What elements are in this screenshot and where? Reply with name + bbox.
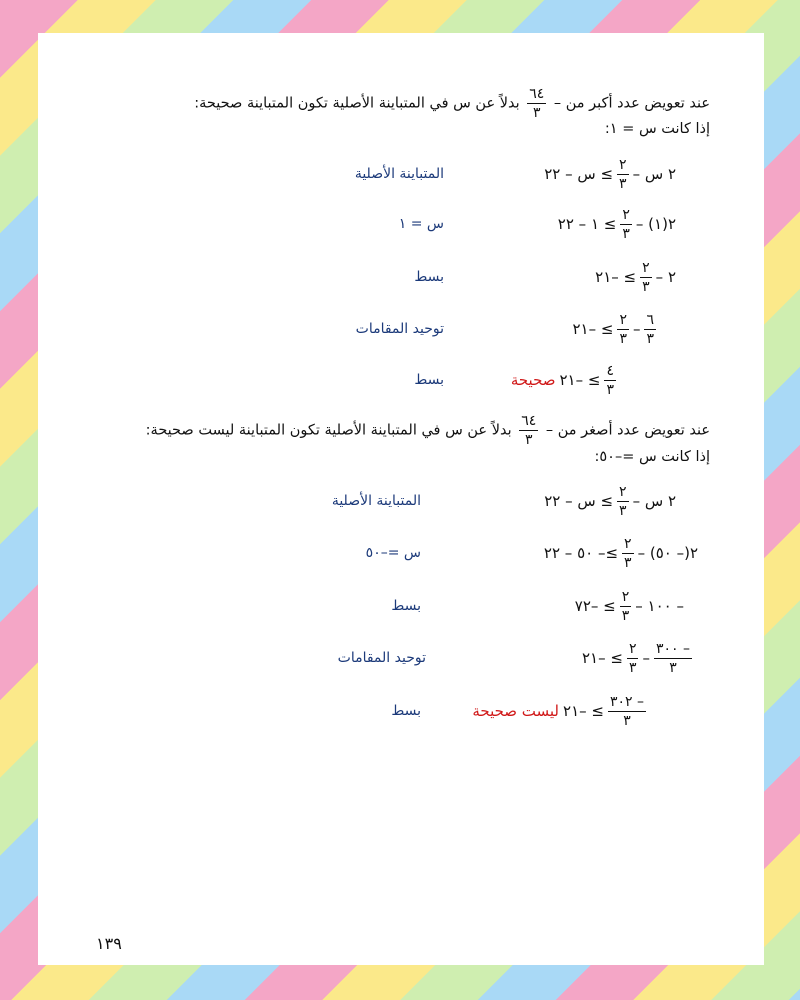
status-true: صحيحة — [510, 371, 556, 389]
fraction-denominator: ٣ — [622, 225, 630, 242]
case-2-label: إذا كانت س =–٥٠: — [594, 449, 710, 465]
intro-line-2 — [146, 412, 710, 449]
equation-row — [573, 578, 686, 634]
fraction — [627, 640, 639, 677]
fraction-numerator: ٢ — [624, 535, 632, 552]
step-note: المتباينة الأصلية — [354, 166, 444, 182]
fraction-denominator: ٣ — [623, 712, 631, 729]
intro-2-after: بدلاً عن س في المتباينة الأصلية تكون المتباينة ليست صحيحة: — [145, 422, 512, 439]
equation-row — [580, 630, 694, 686]
fraction-denominator: ٣ — [621, 607, 630, 624]
equation-rhs: ≥ –٢١ — [559, 371, 601, 389]
intro-2-minus: – — [545, 422, 554, 439]
equation-row — [542, 473, 678, 529]
step-note: بسط — [391, 598, 421, 614]
fraction-numerator: ٦٤ — [529, 86, 545, 102]
equation-rhs: ≥ –٢١ — [563, 702, 604, 720]
step-note: توحيد المقامات — [355, 321, 444, 337]
equation-row — [470, 683, 648, 739]
fraction-denominator: ٣ — [619, 330, 627, 347]
equation-lhs: ٢ س – — [632, 492, 676, 510]
fraction-denominator: ٣ — [524, 432, 533, 448]
fraction-denominator: ٣ — [669, 659, 677, 676]
fraction-numerator: ٢ — [642, 259, 650, 276]
page — [38, 33, 764, 965]
fraction-denominator: ٣ — [533, 105, 541, 121]
step-note: بسط — [414, 269, 444, 285]
fraction-denominator: ٣ — [606, 381, 614, 398]
equation-lhs: ٢ – — [655, 268, 676, 286]
status-false: ليست صحيحة — [472, 702, 560, 720]
minus-sign: – — [642, 649, 650, 667]
equation-rhs: ≥ –٢١ — [572, 320, 614, 338]
equation-lhs: ٢(١) – — [635, 215, 676, 233]
intro-1-fraction — [527, 85, 546, 122]
intro-1-before: عند تعويض عدد أكبر من — [565, 95, 710, 112]
fraction-numerator: ٢ — [628, 640, 637, 657]
fraction — [617, 311, 629, 348]
fraction-numerator: ٢ — [619, 311, 627, 328]
fraction — [617, 483, 629, 520]
equation-row — [509, 352, 618, 408]
equation-rhs: ≥ –٧٢ — [574, 597, 616, 615]
fraction — [620, 588, 632, 625]
intro-1-after: بدلاً عن س في المتباينة الأصلية تكون المتباينة صحيحة: — [194, 95, 520, 112]
fraction — [608, 693, 646, 730]
fraction-denominator: ٣ — [646, 330, 654, 347]
step-note: س = ١ — [398, 216, 444, 232]
case-1-label: إذا كانت س = ١: — [604, 121, 710, 137]
fraction — [640, 259, 652, 296]
fraction — [604, 362, 616, 399]
equation-row — [556, 196, 678, 252]
fraction-numerator: ٢ — [621, 588, 630, 605]
fraction-denominator: ٣ — [624, 554, 632, 571]
equation-rhs: ≥ س – ٢٢ — [544, 492, 614, 510]
fraction-numerator: ٢ — [619, 483, 627, 500]
fraction-numerator: ٤ — [606, 362, 614, 379]
fraction-denominator: ٣ — [628, 659, 637, 676]
fraction — [622, 535, 634, 572]
fraction — [644, 311, 656, 348]
step-note: بسط — [391, 703, 421, 719]
fraction-denominator: ٣ — [619, 502, 627, 519]
fraction-numerator: ٢ — [619, 156, 627, 173]
equation-row — [542, 525, 700, 581]
page-number: ١٣٩ — [96, 934, 122, 953]
intro-line-1 — [194, 85, 710, 122]
fraction — [617, 156, 629, 193]
fraction-numerator: – ٣٠٠ — [655, 640, 690, 657]
equation-rhs: ≥ س – ٢٢ — [544, 165, 614, 183]
intro-1-minus: – — [553, 95, 562, 112]
equation-row — [570, 301, 658, 357]
intro-2-fraction — [519, 412, 538, 449]
minus-sign: – — [632, 320, 641, 338]
equation-row — [542, 146, 678, 202]
fraction — [620, 206, 632, 243]
equation-lhs: ٢(– ٥٠) – — [637, 544, 698, 562]
equation-rhs: ≥ –٢١ — [581, 649, 623, 667]
equation-row — [593, 249, 678, 305]
fraction-numerator: ٦ — [646, 311, 654, 328]
step-note: س =–٥٠ — [365, 545, 421, 561]
equation-lhs: – ١٠٠ – — [635, 597, 684, 615]
step-note: بسط — [414, 372, 444, 388]
step-note: توحيد المقامات — [337, 650, 426, 666]
fraction-denominator: ٣ — [642, 278, 650, 295]
step-note: المتباينة الأصلية — [331, 493, 421, 509]
equation-lhs: ٢ س – — [632, 165, 676, 183]
equation-rhs: ≥ –٢١ — [595, 268, 637, 286]
fraction-numerator: ٦٤ — [521, 413, 537, 429]
fraction-numerator: – ٣٠٢ — [609, 693, 644, 710]
fraction-numerator: ٢ — [622, 206, 630, 223]
equation-rhs: ≥ ١ – ٢٢ — [557, 215, 617, 233]
fraction — [654, 640, 692, 677]
fraction-denominator: ٣ — [619, 175, 627, 192]
intro-2-before: عند تعويض عدد أصغر من — [557, 422, 710, 439]
equation-rhs: ≥– ٥٠ – ٢٢ — [543, 544, 619, 562]
